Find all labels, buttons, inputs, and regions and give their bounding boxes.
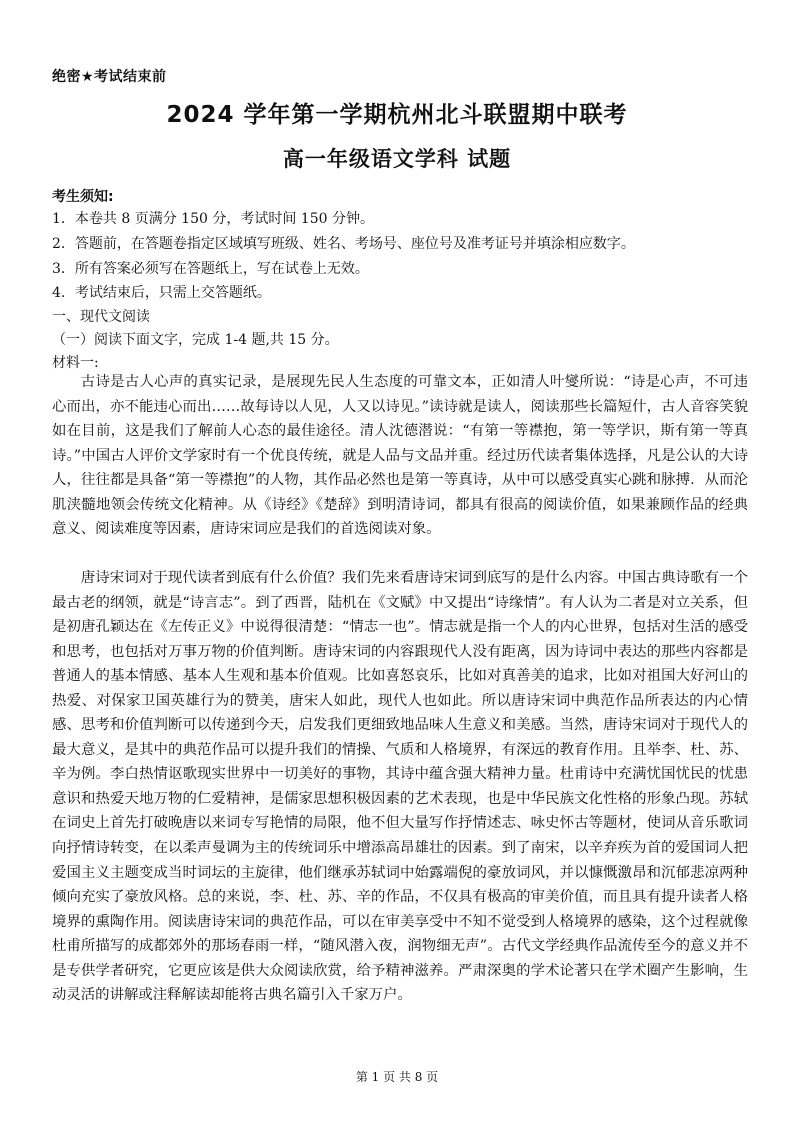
paragraph-2: 唐诗宋词对于现代读者到底有什么价值？我们先来看唐诗宋词到底写的是什么内容。中国古典诗歌有一个最古老的纲领，就是“诗言志”。到了西晋，陆机在《文赋》中又提出“诗缘情”。有人认为二者是对立关系，但是初唐孔颖达在《左传正义》中说得很清楚：“情志一也”。情志就是指一个人的内心世界，包括对生活的感受和思考，也包括对万事万物的价值判断。唐诗宋词的内容跟现代人没有距离，因为诗词中表达的那些内容都是普通人的基本情感、基本人生观和基本价值观。比如喜怒哀乐，比如对真善美的追求，比如对祖国大好河山的热爱、对保家卫国英雄行为的赞美，唐宋人如此，现代人也如此。所以唐诗宋词中典范作品所表达的内心情感、思考和价值判断可以传递到今天，启发我们更细致地品味人生意义和美感。当然，唐诗宋词对于现代人的最大意义，是其中的典范作品可以提升我们的情操、气质和人格境界，有深远的教育作用。且举李、杜、苏、辛为例。李白热情讴歌现实世界中一切美好的事物，其诗中蕴含强大精神力量。杜甫诗中充满忧国忧民的忧患意识和热爱天地万物的仁爱精神，是儒家思想积极因素的艺术表现，也是中华民族文化性格的形象凸现。苏轼在词史上首先打破晚唐以来词专写艳情的局限，他不但大量写作抒情述志、咏史怀古等题材，使词从音乐歌词向抒情诗转变，在以柔声曼调为主的传统词乐中增添高昂雄壮的因素。到了南宋，以辛弃疾为首的爱国词人把爱国主义主题变成当时词坛的主旋律，他们继承苏轼词中始露端倪的豪放词风，并以慷慨激昂和沉郁悲凉两种倾向充实了豪放风格。总的来说，李、杜、苏、辛的作品，不仅具有极高的审美价值，而且具有提升读者人格境界的熏陶作用。阅读唐诗宋词的典范作品，可以在审美享受中不知不觉受到人格境界的感染，这个过程就像杜甫所描写的成都郊外的那场春雨一样，“随风潜入夜，润物细无声”。古代文学经典作品流传至今的意义并不是专供学者研究，它更应该是供大众阅读欣赏，给予精神滋养。严肃深奥的学术论著只在学术圈产生影响，生动灵活的讲解或注释解读却能将古典名篇引入千家万户。 — [52, 570, 748, 1004]
exam-title: 2024 学年第一学期杭州北斗联盟期中联考 — [166, 102, 628, 128]
notice-item-3: 3．所有答案必须写在答题纸上，写在试卷上无效。 — [52, 261, 369, 277]
material-label: 材料一: — [52, 355, 99, 371]
section-subtitle: （一）阅读下面文字，完成 1-4 题,共 15 分。 — [52, 332, 339, 348]
notice-item-4: 4．考试结束后，只需上交答题纸。 — [52, 285, 271, 301]
page-number: 第 1 页 共 8 页 — [355, 1070, 439, 1084]
paragraph-1: 古诗是古人心声的真实记录，是展现先民人生态度的可靠文本，正如清人叶燮所说：“诗是心声，不可违心而出，亦不能违心而出……故每诗以人见，人又以诗见。”读诗就是读人，阅读那些长篇短什，古人音容笑貌如在目前，这是我们了解前人心态的最佳途径。清人沈德潜说：“有第一等襟抱，第一等学识，斯有第一等真诗。”中国古人评价文学家时有一个优良传统，就是人品与文品并重。经过历代读者集体选择，凡是公认的大诗人，往往都是具备“第一等襟抱”的人物，其作品必然也是第一等真诗，从中可以感受真实心跳和脉搏．从而沦肌浃髓地领会传统文化精神。从《诗经》《楚辞》到明清诗词，都具有很高的阅读价值，如果兼顾作品的经典意义、阅读难度等因素，唐诗宋词应是我们的首选阅读对象。 — [52, 374, 748, 538]
notice-heading: 考生须知: — [52, 189, 114, 205]
exam-subtitle: 高一年级语文学科 试题 — [282, 147, 512, 171]
notice-item-1: 1．本卷共 8 页满分 150 分，考试时间 150 分钟。 — [52, 211, 374, 227]
notice-item-2: 2．答题前，在答题卷指定区域填写班级、姓名、考场号、座位号及准考证号并填涂相应数字。 — [52, 236, 635, 252]
confidential-mark: 绝密★考试结束前 — [52, 69, 167, 85]
section-title: 一、现代文阅读 — [52, 309, 150, 325]
